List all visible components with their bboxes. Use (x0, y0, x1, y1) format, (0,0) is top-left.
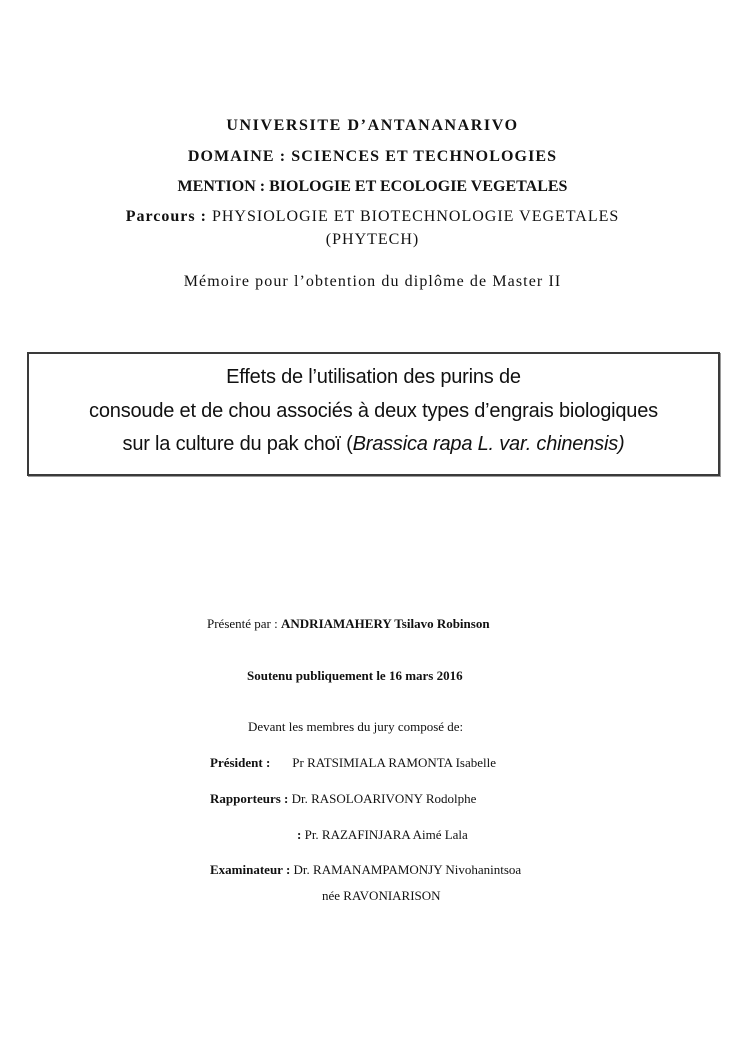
jury-rapporteur-1 (210, 791, 476, 807)
jury-examinateur (210, 862, 521, 878)
thesis-title-box (27, 352, 720, 476)
examinateur-label: Examinateur : (210, 862, 291, 877)
examinateur-maiden-name: née RAVONIARISON (322, 888, 441, 903)
parcours-abbreviation: (PHYTECH) (325, 231, 420, 248)
parcours-label: Parcours : (125, 208, 207, 225)
university-name: UNIVERSITE D’ANTANANARIVO (226, 117, 519, 134)
presented-by-label: Présenté par : (207, 616, 282, 631)
thesis-title-line-3-prefix: sur la culture du pak choï ( (122, 433, 353, 455)
thesis-title-line-3 (29, 433, 718, 456)
parcours-value: PHYSIOLOGIE ET BIOTECHNOLOGIE VEGETALES (211, 208, 620, 225)
jury-president (210, 755, 496, 771)
author-name: ANDRIAMAHERY Tsilavo Robinson (281, 616, 490, 631)
thesis-title-line-2: consoude et de chou associés à deux types d’engrais biologiques (89, 400, 658, 422)
mention-heading: MENTION : BIOLOGIE ET ECOLOGIE VEGETALES (177, 178, 568, 195)
species-name: Brassica rapa L. var. chinensis) (352, 433, 625, 455)
president-label: Président : (210, 755, 271, 770)
rapporteur-2-colon: : (297, 827, 302, 842)
presented-by (207, 616, 490, 632)
rapporteur-1-name: Dr. RASOLOARIVONY Rodolphe (288, 791, 477, 806)
rapporteurs-label: Rapporteurs : (210, 791, 289, 806)
domain-heading: DOMAINE : SCIENCES ET TECHNOLOGIES (187, 148, 558, 165)
rapporteur-2-name: Pr. RAZAFINJARA Aimé Lala (301, 827, 468, 842)
examinateur-name: Dr. RAMANAMPAMONJY Nivohanintsoa (290, 862, 522, 877)
jury-intro: Devant les membres du jury composé de: (248, 719, 464, 734)
memoire-purpose: Mémoire pour l’obtention du diplôme de Master II (183, 273, 562, 290)
parcours-heading (0, 208, 745, 226)
jury-rapporteur-2 (297, 827, 468, 843)
thesis-title-line-1: Effets de l’utilisation des purins de (226, 366, 521, 388)
defense-date: Soutenu publiquement le 16 mars 2016 (247, 668, 463, 683)
president-name: Pr RATSIMIALA RAMONTA Isabelle (292, 755, 496, 770)
